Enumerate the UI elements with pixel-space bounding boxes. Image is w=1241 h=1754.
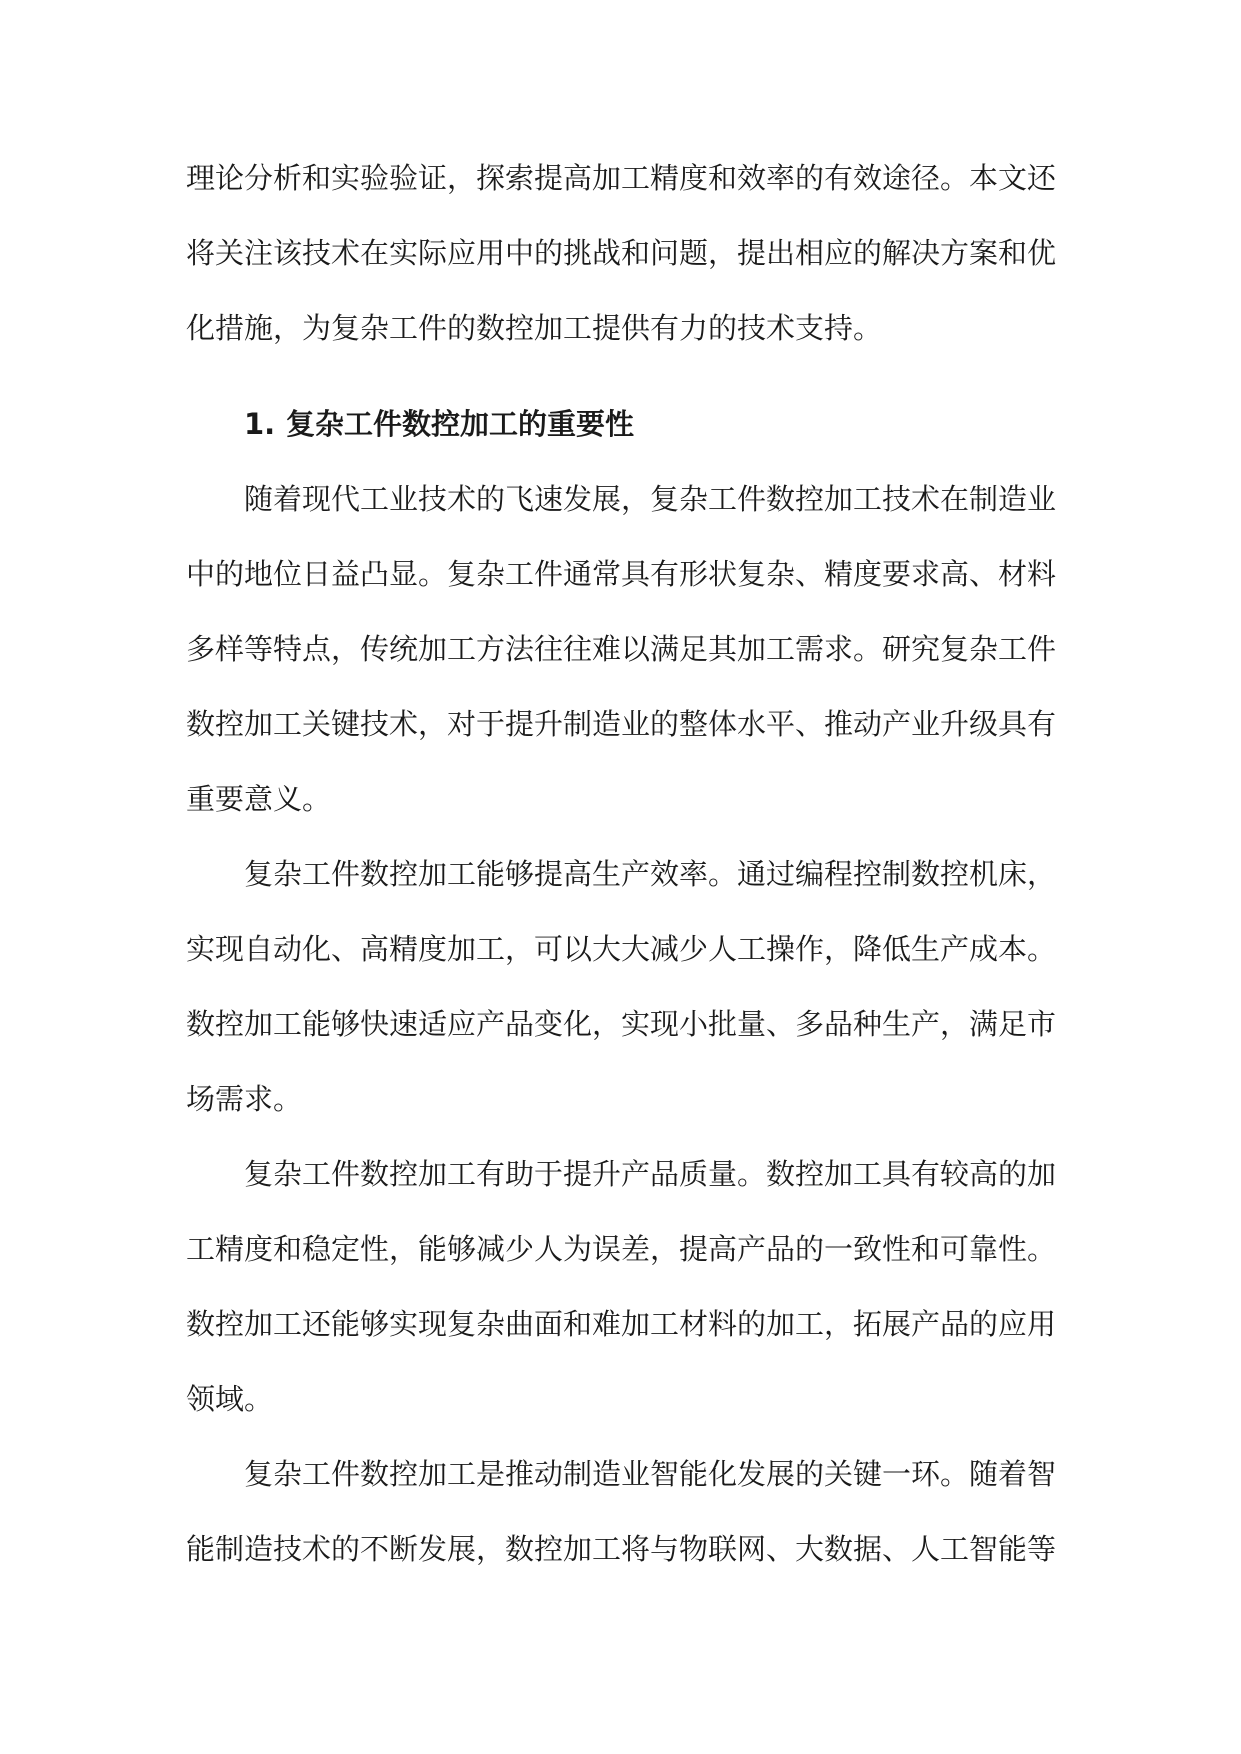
text-line: 能制造技术的不断发展，数控加工将与物联网、大数据、人工智能等 [186, 1532, 1057, 1566]
paragraph-3 [186, 1137, 1056, 1437]
intro-paragraph [186, 141, 1056, 366]
text-line: 重要意义。 [186, 782, 332, 816]
text-line: 化措施，为复杂工件的数控加工提供有力的技术支持。 [186, 311, 883, 345]
text-line: 数控加工关键技术，对于提升制造业的整体水平、推动产业升级具有 [186, 707, 1057, 741]
text-line: 工精度和稳定性，能够减少人为误差，提高产品的一致性和可靠性。 [186, 1232, 1057, 1266]
text-line: 复杂工件数控加工是推动制造业智能化发展的关键一环。随着智 [244, 1457, 1057, 1491]
section-heading [186, 387, 1056, 462]
paragraph-2 [186, 837, 1056, 1137]
paragraph-4 [186, 1437, 1056, 1587]
text-line: 多样等特点，传统加工方法往往难以满足其加工需求。研究复杂工件 [186, 632, 1057, 666]
text-line: 数控加工能够快速适应产品变化，实现小批量、多品种生产，满足市 [186, 1007, 1057, 1041]
text-line: 中的地位日益凸显。复杂工件通常具有形状复杂、精度要求高、材料 [186, 557, 1057, 591]
text-line: 领域。 [186, 1382, 274, 1416]
paragraph-1 [186, 462, 1056, 837]
text-line: 实现自动化、高精度加工，可以大大减少人工操作，降低生产成本。 [186, 932, 1057, 966]
section-title: 复杂工件数控加工的重要性 [286, 407, 635, 441]
text-line: 随着现代工业技术的飞速发展，复杂工件数控加工技术在制造业 [244, 482, 1057, 516]
text-line: 复杂工件数控加工有助于提升产品质量。数控加工具有较高的加 [244, 1157, 1057, 1191]
section-number: 1. [244, 407, 276, 441]
text-line: 将关注该技术在实际应用中的挑战和问题，提出相应的解决方案和优 [186, 236, 1057, 270]
text-line: 复杂工件数控加工能够提高生产效率。通过编程控制数控机床， [244, 857, 1057, 891]
text-line: 数控加工还能够实现复杂曲面和难加工材料的加工，拓展产品的应用 [186, 1307, 1057, 1341]
document-body [186, 141, 1056, 1587]
text-line: 场需求。 [186, 1082, 303, 1116]
text-line: 理论分析和实验验证，探索提高加工精度和效率的有效途径。本文还 [186, 161, 1057, 195]
